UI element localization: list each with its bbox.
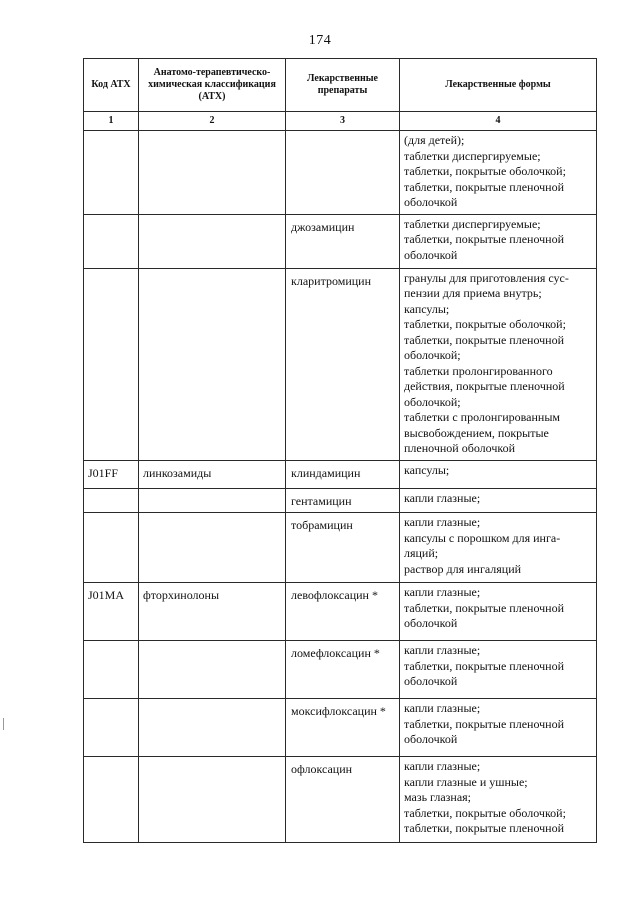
table-row — [84, 268, 597, 460]
atc-code-cell: J01MA — [84, 583, 139, 641]
table-header-row — [84, 59, 597, 112]
dosage-form-line: капли глазные; — [404, 515, 481, 529]
dosage-form-line: пензии для приема внутрь; — [404, 286, 542, 300]
dosage-forms-cell — [400, 131, 597, 215]
dosage-form-line: капли глазные и ушные; — [404, 774, 528, 789]
dosage-form-line: таблетки, покрытые пленочной — [404, 821, 565, 835]
dosage-form-line: капли глазные; — [404, 701, 481, 715]
dosage-form-line: оболочкой; — [404, 348, 461, 362]
dosage-form-line: оболочкой — [404, 732, 458, 746]
atc-code-cell — [84, 513, 139, 583]
atc-code-cell — [84, 268, 139, 460]
table-row — [84, 583, 597, 641]
table-body — [84, 131, 597, 843]
dosage-form-line: капсулы; — [404, 301, 450, 316]
atc-classification-cell — [139, 214, 286, 268]
dosage-form-line: раствор для ингаляций — [404, 561, 522, 576]
atc-code-cell — [84, 488, 139, 513]
column-number: 4 — [400, 112, 597, 131]
atc-classification-cell — [139, 757, 286, 843]
dosage-form-line: капли глазные; — [404, 759, 481, 773]
table-row — [84, 699, 597, 757]
atc-classification-cell — [139, 699, 286, 757]
atc-code-cell — [84, 214, 139, 268]
dosage-form-line: таблетки, покрытые пленочной — [404, 658, 565, 673]
dosage-form-line: таблетки, покрытые оболочкой; — [404, 317, 566, 331]
atc-classification-cell — [139, 268, 286, 460]
drug-name-cell: кларитромицин — [286, 268, 400, 460]
dosage-form-line: таблетки, покрытые пленочной — [404, 332, 565, 347]
table-row — [84, 214, 597, 268]
dosage-form-line: таблетки с пролонгированным — [404, 410, 561, 424]
dosage-form-line: капли глазные; — [404, 585, 481, 599]
atc-classification-cell — [139, 131, 286, 215]
dosage-forms-cell — [400, 583, 597, 641]
drug-name-cell: тобрамицин — [286, 513, 400, 583]
dosage-form-line: таблетки пролонгированного — [404, 363, 553, 378]
dosage-form-line: оболочкой — [404, 247, 458, 262]
dosage-forms-cell — [400, 513, 597, 583]
header-atc-code: Код АТХ — [84, 59, 139, 112]
dosage-form-line: таблетки, покрытые пленочной — [404, 232, 565, 246]
dosage-form-line: таблетки, покрытые пленочной — [404, 716, 565, 731]
dosage-form-line: таблетки диспергируемые; — [404, 216, 541, 231]
drug-name-cell: левофлоксацин * — [286, 583, 400, 641]
dosage-forms-cell — [400, 214, 597, 268]
column-number-row — [84, 112, 597, 131]
dosage-forms-cell — [400, 488, 597, 513]
dosage-form-line: капли глазные; — [404, 643, 481, 657]
drug-name-cell: моксифлоксацин * — [286, 699, 400, 757]
header-dosage-forms: Лекарственные формы — [400, 59, 597, 112]
dosage-forms-cell — [400, 460, 597, 488]
drug-name-cell: офлоксацин — [286, 757, 400, 843]
dosage-form-line: (для детей); — [404, 133, 465, 147]
atc-classification-cell — [139, 513, 286, 583]
dosage-forms-cell — [400, 757, 597, 843]
column-number: 1 — [84, 112, 139, 131]
drug-name-cell: джозамицин — [286, 214, 400, 268]
table-row — [84, 131, 597, 215]
dosage-forms-cell — [400, 699, 597, 757]
dosage-form-line: гранулы для приготовления сус- — [404, 270, 569, 285]
dosage-form-line: оболочкой — [404, 674, 458, 688]
drug-name-cell: гентамицин — [286, 488, 400, 513]
dosage-form-line: таблетки, покрытые пленочной — [404, 179, 565, 194]
dosage-form-line: капсулы; — [404, 462, 450, 477]
header-atc-classification: Анатомо-терапевтическо-химическая классификация (АТХ) — [139, 59, 286, 112]
dosage-form-line: капсулы с порошком для инга- — [404, 530, 561, 545]
atc-code-cell: J01FF — [84, 460, 139, 488]
table-row — [84, 513, 597, 583]
dosage-forms-cell — [400, 268, 597, 460]
margin-mark — [3, 718, 6, 730]
dosage-form-line: оболочкой; — [404, 394, 461, 409]
atc-code-cell — [84, 641, 139, 699]
table-row — [84, 757, 597, 843]
dosage-form-line: таблетки, покрытые оболочкой; — [404, 805, 566, 820]
dosage-form-line: таблетки, покрытые оболочкой; — [404, 164, 566, 178]
dosage-form-line: мазь глазная; — [404, 790, 472, 804]
dosage-form-line: капли глазные; — [404, 490, 481, 505]
dosage-form-line: оболочкой — [404, 616, 458, 630]
atc-code-cell — [84, 699, 139, 757]
atc-classification-cell: линкозамиды — [139, 460, 286, 488]
table-row — [84, 641, 597, 699]
column-number: 3 — [286, 112, 400, 131]
drug-name-cell: клиндамицин — [286, 460, 400, 488]
table-row — [84, 488, 597, 513]
header-drugs: Лекарственные препараты — [286, 59, 400, 112]
atc-classification-cell — [139, 488, 286, 513]
dosage-form-line: пленочной оболочкой — [404, 441, 516, 455]
drug-table — [83, 58, 597, 843]
dosage-form-line: высвобождением, покрытые — [404, 425, 549, 440]
dosage-form-line: таблетки диспергируемые; — [404, 148, 541, 163]
atc-code-cell — [84, 131, 139, 215]
dosage-form-line: оболочкой — [404, 195, 458, 209]
page-number: 174 — [308, 33, 332, 48]
drug-name-cell: ломефлоксацин * — [286, 641, 400, 699]
dosage-form-line: таблетки, покрытые пленочной — [404, 600, 565, 615]
dosage-form-line: действия, покрытые пленочной — [404, 379, 565, 393]
atc-code-cell — [84, 757, 139, 843]
table-row — [84, 460, 597, 488]
atc-classification-cell — [139, 641, 286, 699]
drug-name-cell — [286, 131, 400, 215]
dosage-forms-cell — [400, 641, 597, 699]
dosage-form-line: ляций; — [404, 546, 439, 560]
column-number: 2 — [139, 112, 286, 131]
atc-classification-cell: фторхинолоны — [139, 583, 286, 641]
